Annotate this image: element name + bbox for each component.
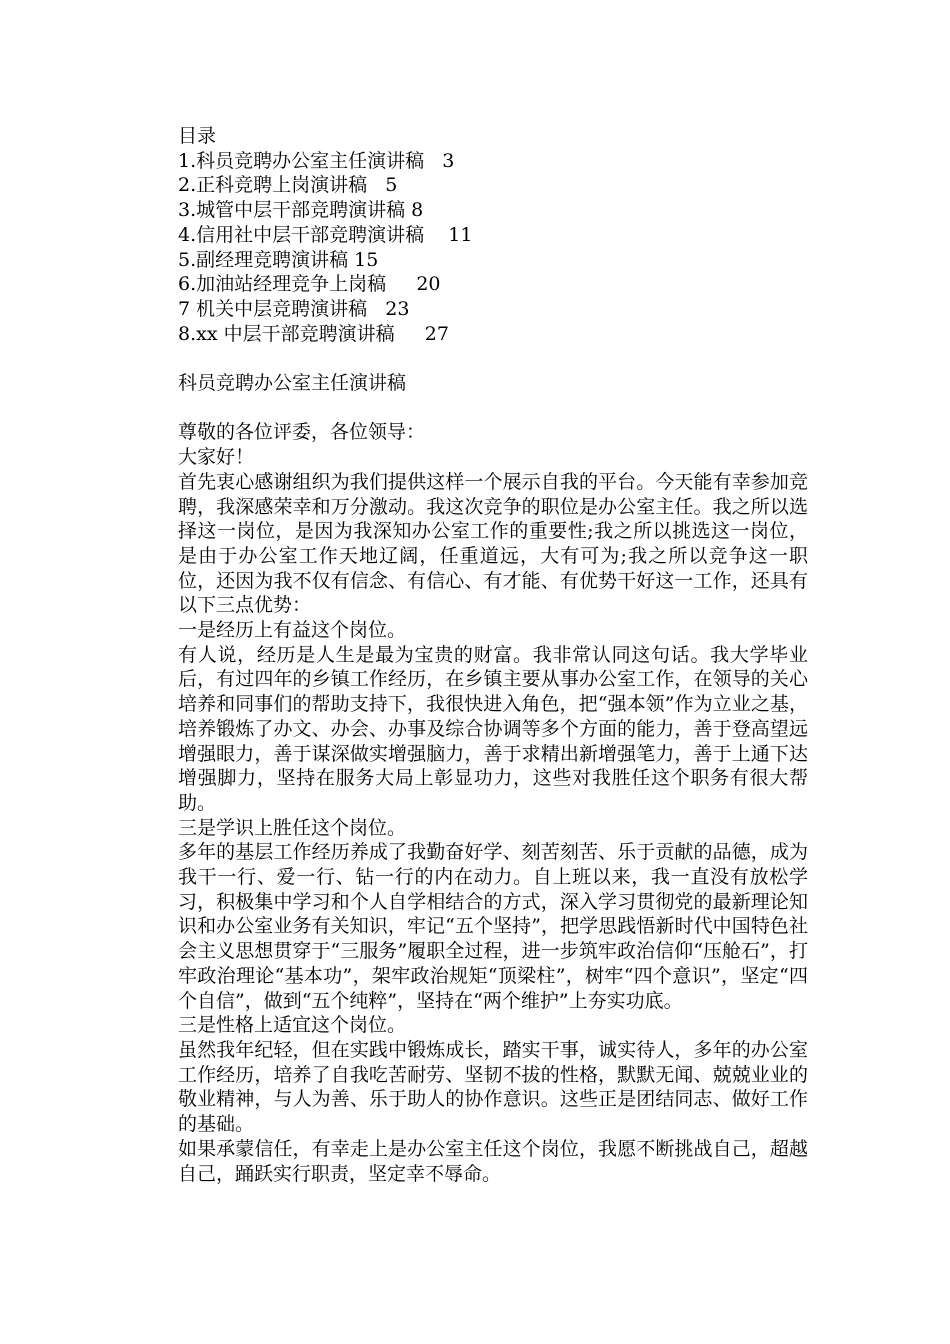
toc-item[interactable]: 2.正科竞聘上岗演讲稿 5 — [178, 174, 398, 197]
section-heading: 三是学识上胜任这个岗位。 — [178, 816, 407, 839]
article-title: 科员竞聘办公室主任演讲稿 — [178, 372, 407, 395]
toc-item[interactable]: 1.科员竞聘办公室主任演讲稿 3 — [178, 149, 455, 172]
toc-item[interactable]: 4.信用社中层干部竞聘演讲稿 11 — [178, 223, 473, 246]
paragraph: 首先衷心感谢组织为我们提供这样一个展示自我的平台。今天能有幸参加竞聘，我深感荣幸和万分激动。我这次竞争的职位是办公室主任。我之所以选择这一岗位，是因为我深知办公室工作的重要性;我之所以挑选这一岗位，是由于办公室工作天地辽阔，任重道远，大有可为;我之所以竞争这一职位，还因为我不仅有信念、有信心、有才能、有优势干好这一工作，还具有以下三点优势： — [178, 470, 808, 617]
paragraph: 如果承蒙信任，有幸走上是办公室主任这个岗位，我愿不断挑战自己，超越自己，踊跃实行职责，坚定幸不辱命。 — [178, 1137, 808, 1185]
spacer — [178, 396, 808, 421]
salutation: 尊敬的各位评委，各位领导： — [178, 421, 426, 444]
toc-title: 目录 — [178, 125, 217, 147]
greeting: 大家好！ — [178, 446, 255, 469]
toc-item[interactable]: 5.副经理竞聘演讲稿 15 — [178, 248, 379, 271]
spacer — [178, 346, 808, 371]
toc-item[interactable]: 8.xx 中层干部竞聘演讲稿 27 — [178, 322, 449, 345]
section-heading: 三是性格上适宜这个岗位。 — [178, 1014, 407, 1037]
toc-item[interactable]: 3.城管中层干部竞聘演讲稿 8 — [178, 199, 424, 222]
toc-item[interactable]: 7 机关中层竞聘演讲稿 23 — [178, 297, 410, 320]
section-heading: 一是经历上有益这个岗位。 — [178, 619, 407, 642]
paragraph: 虽然我年纪轻，但在实践中锻炼成长，踏实干事，诚实待人，多年的办公室工作经历，培养了自我吃苦耐劳、坚韧不拔的性格，默默无闻、兢兢业业的敬业精神，与人为善、乐于助人的协作意识。这些正是团结同志、做好工作的基础。 — [178, 1038, 808, 1136]
document-body — [178, 124, 808, 1186]
toc-item[interactable]: 6.加油站经理竞争上岗稿 20 — [178, 273, 441, 296]
paragraph: 多年的基层工作经历养成了我勤奋好学、刻苦刻苦、乐于贡献的品德，成为我干一行、爱一行、钻一行的内在动力。自上班以来，我一直没有放松学习，积极集中学习和个人自学相结合的方式，深入学习贯彻党的最新理论知识和办公室业务有关知识，牢记“五个坚持”，把学思践悟新时代中国特色社会主义思想贯穿于“三服务”履职全过程，进一步筑牢政治信仰“压舱石”，打牢政治理论“基本功”，架牢政治规矩“顶梁柱”，树牢“四个意识”，坚定“四个自信”，做到“五个纯粹”，坚持在“两个维护”上夯实功底。 — [178, 841, 808, 1012]
paragraph: 有人说，经历是人生是最为宝贵的财富。我非常认同这句话。我大学毕业后，有过四年的乡镇工作经历，在乡镇主要从事办公室工作，在领导的关心培养和同事们的帮助支持下，我很快进入角色，把“强本领”作为立业之基，培养锻炼了办文、办会、办事及综合协调等多个方面的能力，善于登高望远增强眼力，善于谋深做实增强脑力，善于求精出新增强笔力，善于上通下达增强脚力，坚持在服务大局上彰显功力，这些对我胜任这个职务有很大帮助。 — [178, 643, 808, 814]
